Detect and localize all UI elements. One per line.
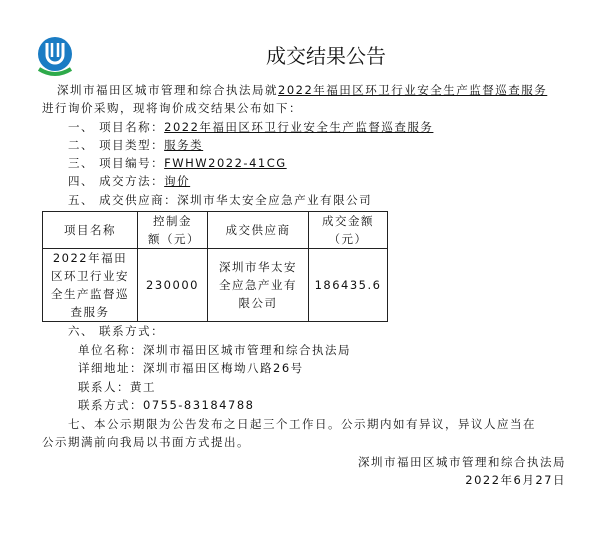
- result-table: [42, 211, 388, 322]
- cell-deal-amount: 186435.6: [309, 249, 388, 322]
- item-project-type: 二、 项目类型：服务类: [68, 138, 204, 152]
- contact-person: 联系人：黄工: [78, 380, 156, 394]
- item-project-number: 三、 项目编号：FWHW2022-41CG: [68, 156, 287, 170]
- contact-unit: 单位名称：深圳市福田区城市管理和综合执法局: [78, 343, 351, 357]
- header-deal-amount: 成交金额（元）: [309, 212, 388, 249]
- header-supplier: 成交供应商: [208, 212, 309, 249]
- intro-line-2: 进行询价采购，现将询价成交结果公布如下：: [42, 101, 302, 115]
- page-title: 成交结果公告: [266, 44, 386, 68]
- cell-supplier: 深圳市华太安全应急产业有限公司: [208, 249, 309, 322]
- item-supplier: 五、 成交供应商：深圳市华太安全应急产业有限公司: [68, 193, 373, 207]
- item-project-name: 一、 项目名称：2022年福田区环卫行业安全生产监督巡查服务: [68, 120, 434, 134]
- notice-line-1: 七、本公示期限为公告发布之日起三个工作日。公示期内如有异议，异议人应当在: [68, 417, 536, 431]
- header-control-amount: 控制金额（元）: [138, 212, 208, 249]
- contact-address: 详细地址：深圳市福田区梅坳八路26号: [78, 361, 304, 375]
- cell-control-amount: 230000: [138, 249, 208, 322]
- contact-phone: 联系方式：0755-83184788: [78, 398, 255, 412]
- header-project-name: 项目名称: [43, 212, 138, 249]
- intro-line-1: 深圳市福田区城市管理和综合执法局就2022年福田区环卫行业安全生产监督巡查服务: [57, 83, 548, 97]
- item-method: 四、 成交方法：询价: [68, 174, 191, 188]
- contact-heading: 六、 联系方式：: [68, 324, 165, 338]
- notice-line-2: 公示期满前向我局以书面方式提出。: [42, 435, 250, 449]
- date: 2022年6月27日: [465, 473, 566, 487]
- signature: 深圳市福田区城市管理和综合执法局: [358, 455, 566, 469]
- cell-project-name: 2022年福田区环卫行业安全生产监督巡查服务: [43, 249, 138, 322]
